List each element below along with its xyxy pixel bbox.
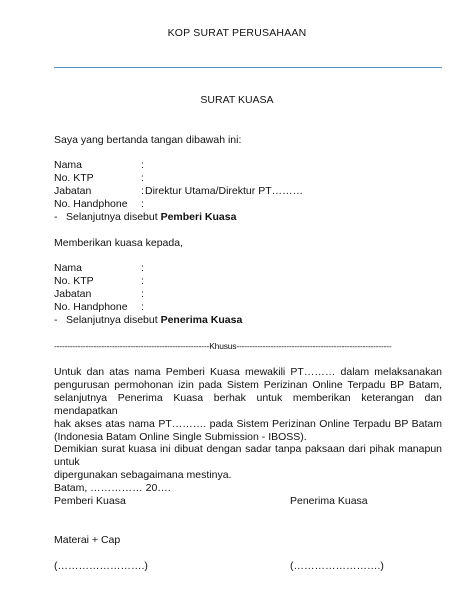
giver-position-value: Direktur Utama/Direktur PT……… bbox=[145, 185, 304, 197]
body-paragraph bbox=[54, 366, 442, 444]
giver-name-label: Nama bbox=[54, 159, 83, 171]
giver-position-colon: : bbox=[141, 185, 144, 197]
body-line: pengurusan permohonan izin pada Sistem Perizinan Online Terpadu BP Batam, bbox=[54, 379, 442, 391]
signer-left-role: Pemberi Kuasa bbox=[54, 495, 126, 507]
receiver-ktp-label: No. KTP bbox=[54, 275, 94, 287]
receiver-phone-label: No. Handphone bbox=[54, 301, 128, 313]
intro-text: Saya yang bertanda tangan dibawah ini: bbox=[54, 134, 242, 146]
transfer-text: Memberikan kuasa kepada, bbox=[54, 237, 183, 249]
document-title: SURAT KUASA bbox=[200, 94, 274, 106]
header-divider bbox=[54, 67, 442, 68]
stamp-note: Materai + Cap bbox=[54, 534, 121, 546]
giver-designation-prefix: Selanjutnya disebut bbox=[66, 211, 161, 223]
receiver-position-colon: : bbox=[141, 288, 144, 300]
receiver-position-label: Jabatan bbox=[54, 288, 92, 300]
giver-position-label: Jabatan bbox=[54, 185, 92, 197]
closing-line: Demikian surat kuasa ini dibuat dengan sadar tanpa paksaan dari pihak manapun untuk bbox=[54, 443, 442, 468]
receiver-name-label: Nama bbox=[54, 262, 83, 274]
signature-left: (…………………….) bbox=[54, 560, 148, 572]
giver-bullet: - bbox=[54, 211, 58, 223]
receiver-designation-prefix: Selanjutnya disebut bbox=[66, 314, 161, 326]
giver-designation bbox=[66, 211, 236, 224]
receiver-bullet: - bbox=[54, 314, 58, 326]
body-line: (Indonesia Batam Online Single Submission - IBOSS). bbox=[54, 431, 307, 443]
signer-right-role: Penerima Kuasa bbox=[290, 495, 368, 507]
body-line: hak akses atas nama PT………. pada Sistem Perizinan Online Terpadu BP Batam bbox=[54, 418, 442, 430]
receiver-ktp-colon: : bbox=[141, 275, 144, 287]
receiver-name-colon: : bbox=[141, 262, 144, 274]
giver-designation-role: Pemberi Kuasa bbox=[160, 211, 237, 223]
body-line: Untuk dan atas nama Pemberi Kuasa mewakili PT……… dalam melaksanakan bbox=[54, 366, 442, 378]
letterhead-title: KOP SURAT PERUSAHAAN bbox=[167, 27, 307, 39]
receiver-phone-colon: : bbox=[141, 301, 144, 313]
giver-phone-colon: : bbox=[141, 198, 144, 210]
giver-ktp-label: No. KTP bbox=[54, 172, 94, 184]
closing-paragraph bbox=[54, 443, 442, 482]
place-date: Batam, …………… 20…. bbox=[54, 482, 171, 494]
closing-line: dipergunakan sebagaimana mestinya. bbox=[54, 469, 232, 481]
receiver-designation bbox=[66, 314, 242, 327]
body-line: selanjutnya Penerima Kuasa berhak untuk memberikan keterangan dan mendapatkan bbox=[54, 392, 442, 417]
receiver-designation-role: Penerima Kuasa bbox=[160, 314, 243, 326]
giver-name-colon: : bbox=[141, 159, 144, 171]
special-separator: -----------------------------------------------------------Khusus----------------------------------------------------------- bbox=[54, 341, 392, 351]
giver-ktp-colon: : bbox=[141, 172, 144, 184]
signature-right: (…………………….) bbox=[290, 560, 384, 572]
giver-phone-label: No. Handphone bbox=[54, 198, 128, 210]
